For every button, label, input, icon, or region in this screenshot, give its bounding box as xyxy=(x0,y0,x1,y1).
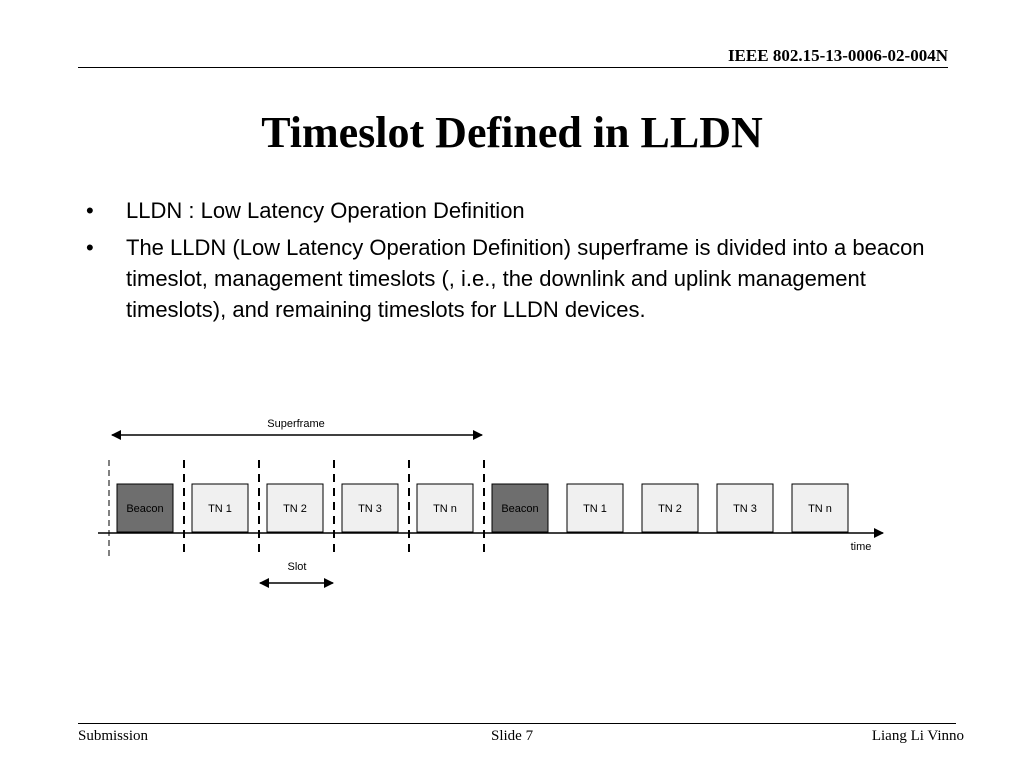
slot-label-text: TN 3 xyxy=(358,503,382,515)
device-slot xyxy=(642,484,698,532)
superframe-label: Superframe xyxy=(267,418,325,430)
bullet-item xyxy=(86,195,926,226)
timeslot-diagram xyxy=(90,405,910,595)
device-slot xyxy=(417,484,473,532)
device-slot xyxy=(267,484,323,532)
device-slot xyxy=(567,484,623,532)
footer-slide-number: Slide 7 xyxy=(491,728,534,744)
device-slot xyxy=(342,484,398,532)
slot-label-text: TN 2 xyxy=(658,503,682,515)
slot-label-text: TN 3 xyxy=(733,503,757,515)
slot-label-text: TN 1 xyxy=(583,503,607,515)
bullet-text: The LLDN (Low Latency Operation Definition) superframe is divided into a beacon timeslot, management timeslots (, i.e., the downlink and uplink management timeslots), and remaining timeslots for LLDN devices. xyxy=(126,235,925,322)
slot-label-text: TN n xyxy=(433,503,457,515)
bullet-list xyxy=(86,195,926,331)
slot-label-text: TN 1 xyxy=(208,503,232,515)
bullet-item xyxy=(86,232,926,325)
slot-label-text: TN n xyxy=(808,503,832,515)
bullet-text: LLDN : Low Latency Operation Definition xyxy=(126,198,525,223)
time-label: time xyxy=(850,541,872,553)
footer-author: Liang Li Vinno xyxy=(871,728,964,744)
slot-label-text: Beacon xyxy=(126,503,164,515)
slot-label-text: Beacon xyxy=(501,503,539,515)
beacon-slot xyxy=(492,484,548,532)
document-id: IEEE 802.15-13-0006-02-004N xyxy=(727,46,948,65)
device-slot xyxy=(717,484,773,532)
device-slot xyxy=(792,484,848,532)
footer-divider xyxy=(78,723,956,724)
bullet-marker: • xyxy=(86,198,94,223)
footer-submission: Submission xyxy=(78,728,149,744)
slide-title: Timeslot Defined in LLDN xyxy=(261,108,763,157)
bullet-marker: • xyxy=(86,235,94,260)
device-slot xyxy=(192,484,248,532)
header-divider xyxy=(78,67,948,68)
slot-label-text: TN 2 xyxy=(283,503,307,515)
slot-label: Slot xyxy=(287,561,307,573)
beacon-slot xyxy=(117,484,173,532)
slot-row xyxy=(117,484,848,532)
